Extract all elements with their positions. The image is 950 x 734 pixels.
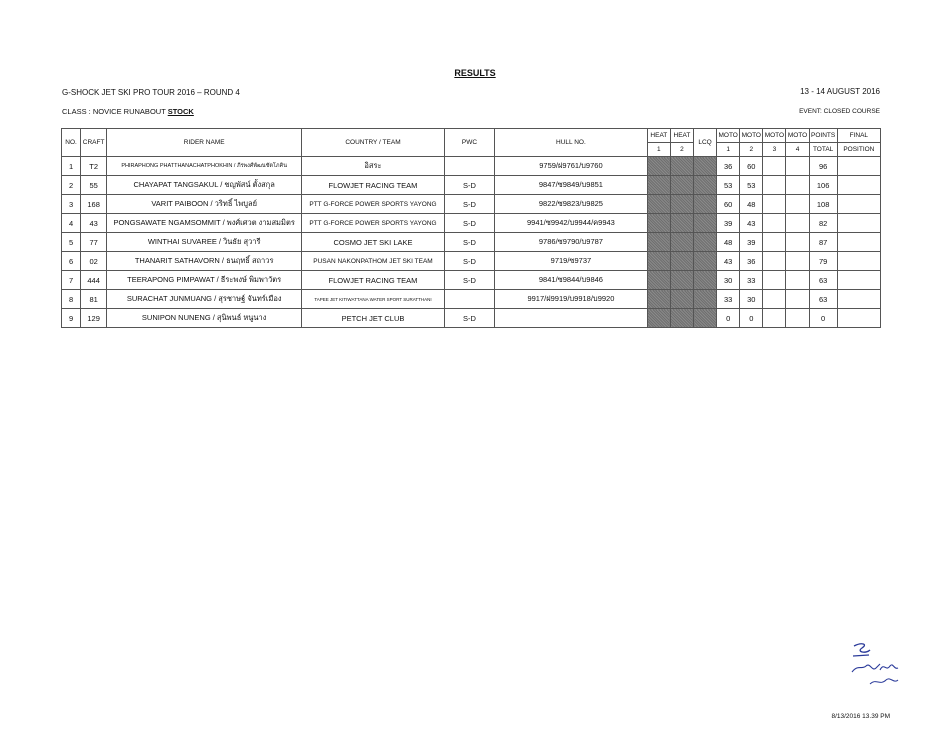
cell-final-position xyxy=(837,157,880,176)
cell-pwc: S-D xyxy=(444,252,494,271)
cell-lcq xyxy=(694,309,717,328)
cell-hull: 9841/ซ9844/บ9846 xyxy=(495,271,648,290)
cell-lcq xyxy=(694,290,717,309)
cell-lcq xyxy=(694,157,717,176)
table-row xyxy=(62,252,881,271)
cell-moto-3 xyxy=(763,157,786,176)
col-points-total: TOTAL xyxy=(809,143,837,157)
cell-final-position xyxy=(837,309,880,328)
cell-moto-3 xyxy=(763,271,786,290)
cell-pwc xyxy=(444,290,494,309)
table-body xyxy=(62,157,881,328)
cell-pwc: S-D xyxy=(444,214,494,233)
cell-craft: T2 xyxy=(81,157,107,176)
col-moto-2: MOTO xyxy=(740,129,763,143)
cell-moto-1: 53 xyxy=(717,176,740,195)
cell-moto-3 xyxy=(763,290,786,309)
cell-craft: 81 xyxy=(81,290,107,309)
cell-team: PUSAN NAKONPATHOM JET SKI TEAM xyxy=(302,252,445,271)
table-row xyxy=(62,309,881,328)
cell-moto-2: 30 xyxy=(740,290,763,309)
cell-hull xyxy=(495,309,648,328)
cell-hull: 9941/ซ9942/บ9944/ค9943 xyxy=(495,214,648,233)
cell-no: 8 xyxy=(62,290,81,309)
cell-heat-1 xyxy=(647,176,670,195)
cell-no: 1 xyxy=(62,157,81,176)
cell-craft: 444 xyxy=(81,271,107,290)
cell-lcq xyxy=(694,252,717,271)
cell-rider: CHAYAPAT TANGSAKUL / ชญพัสน์ ตั้งสกุล xyxy=(107,176,302,195)
cell-points-total: 108 xyxy=(809,195,837,214)
cell-moto-3 xyxy=(763,252,786,271)
cell-no: 7 xyxy=(62,271,81,290)
cell-pwc xyxy=(444,157,494,176)
cell-moto-1: 30 xyxy=(717,271,740,290)
cell-rider: SUNIPON NUNENG / สุนิพนธ์ หนูนาง xyxy=(107,309,302,328)
cell-team: อิสระ xyxy=(302,157,445,176)
cell-moto-4 xyxy=(786,290,809,309)
cell-moto-2: 0 xyxy=(740,309,763,328)
cell-rider: SURACHAT JUNMUANG / สุรชาษฐ์ จันทร์เมือง xyxy=(107,290,302,309)
cell-moto-4 xyxy=(786,157,809,176)
cell-pwc: S-D xyxy=(444,233,494,252)
cell-rider: TEERAPONG PIMPAWAT / ธีระพงษ์ พิมพาวัตร xyxy=(107,271,302,290)
cell-moto-2: 36 xyxy=(740,252,763,271)
cell-moto-1: 43 xyxy=(717,252,740,271)
cell-hull: 9759/ฝ9761/บ9760 xyxy=(495,157,648,176)
cell-rider: WINTHAI SUVAREE / วินธัย สุวารี xyxy=(107,233,302,252)
cell-no: 3 xyxy=(62,195,81,214)
cell-hull: 9719/ซ9737 xyxy=(495,252,648,271)
cell-moto-4 xyxy=(786,195,809,214)
table-row xyxy=(62,290,881,309)
cell-heat-2 xyxy=(670,176,693,195)
cell-heat-2 xyxy=(670,157,693,176)
col-hull: HULL NO. xyxy=(495,129,648,157)
cell-heat-1 xyxy=(647,290,670,309)
table-row xyxy=(62,214,881,233)
cell-moto-4 xyxy=(786,176,809,195)
table-row xyxy=(62,157,881,176)
cell-final-position xyxy=(837,252,880,271)
handwritten-signature xyxy=(850,642,900,690)
cell-team: PTT G-FORCE POWER SPORTS YAYONG xyxy=(302,195,445,214)
cell-final-position xyxy=(837,195,880,214)
cell-heat-2 xyxy=(670,214,693,233)
cell-team: FLOWJET RACING TEAM xyxy=(302,176,445,195)
cell-heat-1 xyxy=(647,309,670,328)
cell-heat-2 xyxy=(670,195,693,214)
cell-no: 9 xyxy=(62,309,81,328)
class-prefix: CLASS : NOVICE RUNABOUT xyxy=(62,107,168,116)
cell-moto-2: 53 xyxy=(740,176,763,195)
cell-team: TAPEE JET KITIWATTANA WATER SPORT SURATTHANI xyxy=(302,290,445,309)
cell-moto-4 xyxy=(786,309,809,328)
cell-hull: 9917/ฝ9919/บ9918/บ9920 xyxy=(495,290,648,309)
cell-heat-2 xyxy=(670,309,693,328)
cell-no: 4 xyxy=(62,214,81,233)
col-no: NO. xyxy=(62,129,81,157)
print-timestamp: 8/13/2016 13.39 PM xyxy=(831,713,890,720)
cell-craft: 77 xyxy=(81,233,107,252)
cell-heat-1 xyxy=(647,157,670,176)
col-moto-1: MOTO xyxy=(717,129,740,143)
event-type: EVENT: CLOSED COURSE xyxy=(799,108,880,115)
table-header xyxy=(62,129,881,157)
cell-heat-2 xyxy=(670,271,693,290)
cell-heat-1 xyxy=(647,271,670,290)
cell-lcq xyxy=(694,233,717,252)
cell-hull: 9847/ซ9849/บ9851 xyxy=(495,176,648,195)
cell-rider: PHIRAPHONG PHATTHANACHATPHOKHIN / ภีรพงศ์พัฒนชัตโภคิน xyxy=(107,157,302,176)
cell-pwc: S-D xyxy=(444,271,494,290)
col-team: COUNTRY / TEAM xyxy=(302,129,445,157)
cell-moto-3 xyxy=(763,233,786,252)
cell-moto-4 xyxy=(786,252,809,271)
col-lcq: LCQ xyxy=(694,129,717,157)
cell-moto-3 xyxy=(763,195,786,214)
cell-pwc: S-D xyxy=(444,309,494,328)
cell-moto-3 xyxy=(763,214,786,233)
page-title: RESULTS xyxy=(454,68,496,78)
cell-lcq xyxy=(694,195,717,214)
cell-craft: 168 xyxy=(81,195,107,214)
col-points: POINTS xyxy=(809,129,837,143)
class-label xyxy=(62,107,194,116)
cell-craft: 129 xyxy=(81,309,107,328)
cell-craft: 02 xyxy=(81,252,107,271)
table-row xyxy=(62,195,881,214)
cell-rider: THANARIT SATHAVORN / ธนฤทธิ์ สถาวร xyxy=(107,252,302,271)
col-heat-2: HEAT xyxy=(670,129,693,143)
cell-moto-4 xyxy=(786,233,809,252)
col-rider: RIDER NAME xyxy=(107,129,302,157)
cell-lcq xyxy=(694,271,717,290)
cell-moto-4 xyxy=(786,214,809,233)
cell-moto-2: 60 xyxy=(740,157,763,176)
col-moto-3-num: 3 xyxy=(763,143,786,157)
cell-no: 2 xyxy=(62,176,81,195)
table-row xyxy=(62,271,881,290)
col-moto-2-num: 2 xyxy=(740,143,763,157)
cell-final-position xyxy=(837,290,880,309)
cell-moto-1: 39 xyxy=(717,214,740,233)
cell-no: 6 xyxy=(62,252,81,271)
cell-moto-1: 60 xyxy=(717,195,740,214)
cell-no: 5 xyxy=(62,233,81,252)
cell-rider: PONGSAWATE NGAMSOMMIT / พงศ์เศวต งามสมมิตร xyxy=(107,214,302,233)
col-heat-2-num: 2 xyxy=(670,143,693,157)
col-heat-1: HEAT xyxy=(647,129,670,143)
col-craft: CRAFT xyxy=(81,129,107,157)
event-name: G-SHOCK JET SKI PRO TOUR 2016 – ROUND 4 xyxy=(62,88,240,97)
cell-hull: 9786/ซ9790/บ9787 xyxy=(495,233,648,252)
cell-moto-2: 43 xyxy=(740,214,763,233)
cell-heat-2 xyxy=(670,252,693,271)
cell-final-position xyxy=(837,214,880,233)
cell-points-total: 0 xyxy=(809,309,837,328)
cell-heat-1 xyxy=(647,214,670,233)
cell-final-position xyxy=(837,176,880,195)
cell-points-total: 82 xyxy=(809,214,837,233)
cell-heat-1 xyxy=(647,233,670,252)
cell-heat-2 xyxy=(670,233,693,252)
cell-moto-3 xyxy=(763,309,786,328)
cell-moto-1: 48 xyxy=(717,233,740,252)
cell-heat-2 xyxy=(670,290,693,309)
cell-team: PTT G-FORCE POWER SPORTS YAYONG xyxy=(302,214,445,233)
col-final: FINAL xyxy=(837,129,880,143)
cell-points-total: 106 xyxy=(809,176,837,195)
cell-moto-2: 48 xyxy=(740,195,763,214)
cell-moto-3 xyxy=(763,176,786,195)
cell-heat-1 xyxy=(647,252,670,271)
cell-points-total: 96 xyxy=(809,157,837,176)
cell-moto-1: 36 xyxy=(717,157,740,176)
cell-lcq xyxy=(694,176,717,195)
col-pwc: PWC xyxy=(444,129,494,157)
cell-heat-1 xyxy=(647,195,670,214)
table-row xyxy=(62,233,881,252)
cell-points-total: 63 xyxy=(809,290,837,309)
cell-final-position xyxy=(837,233,880,252)
cell-pwc: S-D xyxy=(444,176,494,195)
table-row xyxy=(62,176,881,195)
cell-moto-2: 33 xyxy=(740,271,763,290)
cell-points-total: 79 xyxy=(809,252,837,271)
col-moto-1-num: 1 xyxy=(717,143,740,157)
cell-points-total: 63 xyxy=(809,271,837,290)
cell-moto-1: 0 xyxy=(717,309,740,328)
col-heat-1-num: 1 xyxy=(647,143,670,157)
col-moto-4: MOTO xyxy=(786,129,809,143)
col-moto-3: MOTO xyxy=(763,129,786,143)
event-date: 13 - 14 AUGUST 2016 xyxy=(800,87,880,96)
cell-moto-4 xyxy=(786,271,809,290)
cell-hull: 9822/ซ9823/บ9825 xyxy=(495,195,648,214)
cell-team: FLOWJET RACING TEAM xyxy=(302,271,445,290)
cell-lcq xyxy=(694,214,717,233)
cell-craft: 55 xyxy=(81,176,107,195)
class-stock: STOCK xyxy=(167,107,194,116)
cell-final-position xyxy=(837,271,880,290)
col-moto-4-num: 4 xyxy=(786,143,809,157)
cell-pwc: S-D xyxy=(444,195,494,214)
cell-moto-2: 39 xyxy=(740,233,763,252)
cell-rider: VARIT PAIBOON / วริทธิ์ ไพบูลย์ xyxy=(107,195,302,214)
col-final-position: POSITION xyxy=(837,143,880,157)
cell-craft: 43 xyxy=(81,214,107,233)
cell-team: COSMO JET SKI LAKE xyxy=(302,233,445,252)
cell-points-total: 87 xyxy=(809,233,837,252)
cell-moto-1: 33 xyxy=(717,290,740,309)
cell-team: PETCH JET CLUB xyxy=(302,309,445,328)
results-table xyxy=(61,128,881,328)
